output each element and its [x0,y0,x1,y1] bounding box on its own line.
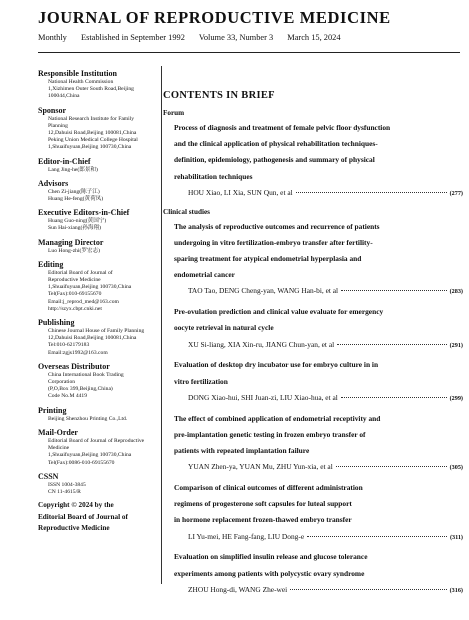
masthead-line: CN 11-4615/R [48,488,81,495]
article-entry [163,219,463,301]
article-authors-row [174,185,463,202]
article-title-line: Evaluation on simplified insulin release and glucose tolerance [174,552,368,562]
article-title-line: rehabilitation techniques [174,171,253,181]
leader-dots [341,397,447,398]
article-authors-row [174,459,463,476]
masthead-line: Editorial Board of Journal of [48,269,113,276]
article-title-line: Comparison of clinical outcomes of different administration [174,483,363,493]
masthead-section [38,69,156,101]
article-title-line: oocyte retrieval in natural cycle [174,323,274,333]
article-title-line: The analysis of reproductive outcomes and recurrence of patients [174,221,380,231]
article-authors: LI Yu-mei, HE Fang-fang, LIU Dong-e [188,531,305,541]
copyright-line: Editorial Board of Journal of [38,512,128,521]
article-title-line: pre-implantation genetic testing in frozen embryo transfer of [174,429,366,439]
journal-title: JOURNAL OF REPRODUCTIVE MEDICINE [38,8,391,27]
copyright-line: Reproductive Medicine [38,523,110,532]
article-title-line: sparing treatment for atypical endometrial hyperplasia and [174,254,362,264]
article-authors: HOU Xiao, LI Xia, SUN Qun, et al [188,187,293,197]
leader-dots [290,589,446,590]
article-title-line: and the clinical application of physical rehabilitation techniques- [174,139,378,149]
leader-dots [336,466,447,467]
masthead-line: Email:j_reprod_med@163.com [48,298,119,305]
article-entry [163,304,463,353]
masthead-line: Editorial Board of Journal of Reproductive [48,437,145,444]
masthead-line: 12,Dahuisi Road,Beijing 100081,China [48,130,137,137]
article-page: (291) [449,341,463,349]
masthead-section-title: Publishing [38,318,75,328]
article-authors: DONG Xiao-hui, SHI Juan-zi, LIU Xiao-hua, et al [188,392,338,402]
masthead-line: 100044,China [48,93,80,100]
article-title-line: regimens of progesterone soft capsules for luteal support [174,499,352,509]
article-title-line: Process of diagnosis and treatment of female pelvic floor dysfunction [174,123,391,132]
masthead-line: Reproductive Medicine [48,277,101,284]
article-page: (283) [449,288,463,296]
masthead-section [38,208,156,232]
article-title-line: in hormone replacement frozen-thawed embryo transfer [174,515,352,525]
article-entry [163,120,463,202]
masthead-section [38,260,156,313]
leader-dots [296,192,447,193]
masthead-section [38,472,156,496]
masthead-line: China International Book Trading [48,371,124,378]
established: Established in September 1992 [80,33,185,42]
clinical-article-list [163,219,463,599]
masthead-line: Tel(Fax):010-69155670 [48,291,102,298]
masthead-line: 1,Shuaifuyuan,Beijing 100730,China [48,144,132,151]
masthead-section [38,106,156,152]
article-page: (311) [449,533,463,541]
masthead-section [38,179,156,203]
article-title-line: endometrial cancer [174,270,235,280]
article-page: (305) [449,464,463,472]
article-title-line: definition, epidemiology, pathogenesis and summary of physical [174,155,375,165]
masthead-section-title: Managing Director [38,237,104,247]
masthead-line: Chen Zi-jiang(陈子江) [48,188,100,195]
article-authors-row [174,529,463,546]
masthead-section-title: Mail-Order [38,427,78,437]
leader-dots [341,290,447,291]
article-authors: TAO Tao, DENG Cheng-yan, WANG Han-bi, et al [188,286,339,296]
contents-heading: CONTENTS IN BRIEF [163,90,275,101]
masthead-line: Corporation [48,379,76,386]
frequency: Monthly [38,33,67,42]
masthead-line: Peking Union Medical College Hospital [48,137,138,144]
masthead-line: Lang Jing-he(郎景和) [48,166,98,173]
forum-section-title: Forum [163,109,185,117]
masthead-section [38,318,156,357]
article-title-line: experiments among patients with polycystic ovary syndrome [174,568,365,578]
masthead-section-title: Overseas Distributor [38,361,110,371]
masthead-line: 12,Dahuisi Road,Beijing 100081,China [48,335,137,342]
masthead-section-title: Sponsor [38,105,67,115]
masthead-line: Beijing Shenzhou Printing Co.,Ltd. [48,415,128,422]
article-entry [163,357,463,406]
masthead-line: Medicine [48,445,70,452]
masthead-line: ISSN 1004-3845 [48,481,86,488]
masthead-line: 1,Shuaifuyuan,Beijing 100730,China [48,284,132,291]
masthead-section-title: Printing [38,405,67,415]
article-authors-row [174,390,463,407]
article-authors: YUAN Zhen-ya, YUAN Mu, ZHU Yun-xia, et al [188,462,333,472]
clinical-section-title: Clinical studies [163,207,210,216]
issue-date: March 15, 2024 [287,33,341,42]
masthead-section-title: Advisors [38,178,69,188]
forum-article-list [163,120,463,202]
article-page: (316) [449,586,463,594]
issue-meta [38,33,468,42]
article-title-line: Pre-ovulation prediction and clinical value evaluate for emergency [174,307,384,317]
article-title-line: patients with repeated implantation failure [174,446,310,456]
column-divider [161,66,162,584]
masthead-line: 1,Shuaifuyuan,Beijing 100730,China [48,452,132,459]
article-title-line: Evaluation of desktop dry incubator use for embryo culture in in [174,360,379,370]
masthead-line: Huang He-feng(黄荷凤) [48,196,104,203]
copyright-line: Copyright © 2024 by the [38,501,114,510]
masthead-line: Planning [48,122,68,129]
masthead-section [38,157,156,174]
leader-dots [337,344,446,345]
masthead-line: Sun Hai-xiang(孙海翔) [48,225,101,232]
masthead-line: National Research Institute for Family [48,115,135,122]
masthead-section-title: Editor-in-Chief [38,156,91,166]
volume-number: Volume 33, Number 3 [198,33,274,42]
article-page: (277) [449,189,463,197]
article-title-line: The effect of combined application of endometrial receptivity and [174,413,381,423]
masthead-line: Huang Guo-ning(黄国宁) [48,218,107,225]
leader-dots [307,536,447,537]
masthead-section-title: Responsible Institution [38,69,117,78]
masthead-section [38,428,156,467]
masthead-line: Email:zgjs1992@163.com [48,349,108,356]
header-rule [38,52,460,53]
masthead-section [38,238,156,255]
masthead-line: Chinese Journal House of Family Planning [48,328,145,335]
article-title-line: vitro fertilization [174,376,228,386]
masthead-section-title: CSSN [38,471,59,481]
masthead-line: National Health Commission [48,79,114,85]
masthead-line: (P,O,Box 399,Beijing,China) [48,386,113,393]
article-authors: XU Si-liang, XIA Xin-ru, JIANG Chun-yan, et al [188,339,335,349]
article-authors-row [174,582,463,599]
masthead-section-title: Executive Editors-in-Chief [38,208,130,218]
article-entry [163,549,463,598]
contents-column [163,90,463,603]
article-authors: ZHOU Hong-di, WANG Zhe-wei [188,584,288,594]
article-authors-row [174,283,463,300]
masthead-line: Tel:010-62179183 [48,342,90,349]
masthead-column [38,69,156,533]
article-entry [163,411,463,476]
masthead-line: 1,Xizhimen Outer South Road,Beijing [48,86,134,93]
masthead-section [38,406,156,423]
article-authors-row [174,337,463,354]
article-title-line: undergoing in vitro fertilization-embryo transfer after fertility- [174,237,373,247]
article-page: (299) [449,394,463,402]
masthead-line: Luo Hong-zhi(罗宏志) [48,247,101,254]
masthead-line: http://szyx.cbpt.cnki.net [48,305,102,312]
masthead-section-title: Editing [38,259,64,269]
masthead-line: Tel(Fax):0086-010-69155670 [48,459,115,466]
article-entry [163,480,463,545]
masthead-section [38,362,156,401]
masthead-line: Code No.M 4419 [48,393,88,400]
